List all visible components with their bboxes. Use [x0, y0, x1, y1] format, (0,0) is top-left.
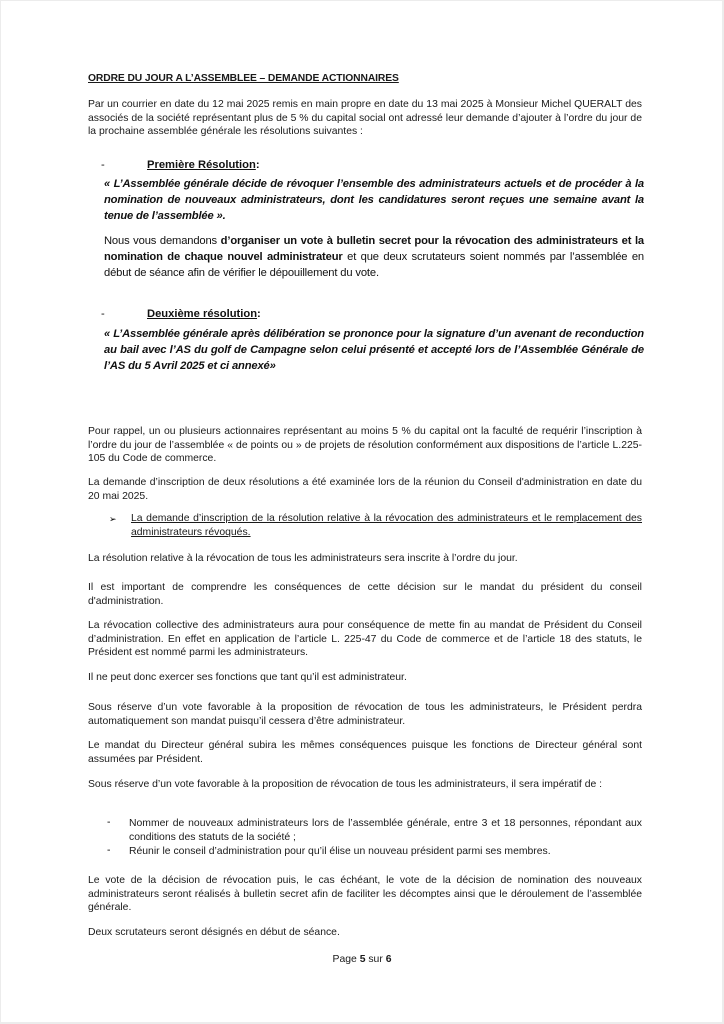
fonctions-paragraph: Il ne peut donc exercer ses fonctions que tant qu’il est administrateur.	[88, 672, 407, 683]
resolution-1-bullet: -	[101, 159, 105, 171]
rappel-paragraph: Pour rappel, un ou plusieurs actionnaires représentant au moins 5 % du capital ont la faculté de requérir l’inscription à l’ordre du jour de l’assemblée « de points ou » de projets de résolution conformément aux dispositions de l’article L.225-105 du Code de commerce.	[88, 426, 642, 465]
dash-bullet-2: -	[107, 845, 111, 856]
dash-bullet-1: -	[107, 817, 111, 828]
request-start: Nous vous demandons	[104, 235, 221, 247]
resolution-1-title: Première Résolution	[147, 159, 256, 171]
page-footer	[0, 954, 724, 965]
directeur-paragraph: Le mandat du Directeur général subira les mêmes conséquences puisque les fonctions de Directeur général sont assumées par Président.	[88, 740, 642, 765]
important-paragraph: Il est important de comprendre les conséquences de cette décision sur le mandat du président du conseil d'administration.	[88, 582, 642, 607]
scanned-resolutions-excerpt	[101, 156, 646, 388]
resolution-1-colon: :	[255, 159, 260, 171]
resolution-1-title-line	[147, 157, 260, 173]
vote-paragraph: Le vote de la décision de révocation puis, le cas échéant, le vote de la décision de nomination des nouveaux administrateurs seront réalisés à bulletin secret afin de faciliter les décomptes ainsi que le déroulement de l’assemblée générale.	[88, 875, 642, 914]
request-bold: d’organiser un vote à bulletin secret pour la révocation des administrateurs et la nomination de chaque nouvel administrateur	[104, 235, 644, 264]
scrutateurs-paragraph: Deux scrutateurs seront désignés en début de séance.	[88, 927, 340, 938]
arrow-bullet-icon: ➢	[109, 514, 117, 524]
resolution-2-colon: :	[257, 308, 261, 320]
dash-list-item-2: Réunir le conseil d’administration pour qu’il élise un nouveau président parmi ses membres.	[129, 846, 551, 857]
of-word: sur	[365, 954, 386, 965]
collective-paragraph: La révocation collective des administrateurs aura pour conséquence de mette fin au mandat de Président du Conseil d’administration. En effet en application de l’article L. 225-47 du Code de commerce et de l’article 18 des statuts, le Président est nommé parmi les administrateurs.	[88, 620, 642, 659]
request-end: et que deux scrutateurs soient nommés par l’assemblée en début de séance afin de vérifier le dépouillement du vote.	[104, 251, 644, 280]
page-word: Page	[332, 954, 360, 965]
resolution-2-title: Deuxième résolution	[147, 308, 258, 320]
current-page-number: 5	[359, 954, 366, 965]
resolution-2-quote: « L’Assemblée générale après délibération se prononce pour la signature d’un avenant de reconduction au bail avec l’AS du golf de Campagne selon celui présenté et accepté lors de l’Assemblée Générale de l’AS du 5 Avril 2025 et ci annexé»	[104, 328, 644, 373]
resolution-1-quote: « L’Assemblée générale décide de révoquer l’ensemble des administrateurs actuels et de procéder à la nomination de nouveaux administrateurs, dont les candidatures seront reçues une semaine avant la tenue de l’assemblée ».	[104, 178, 644, 223]
intro-paragraph: Par un courrier en date du 12 mai 2025 remis en main propre en date du 13 mai 2025 à Monsieur Michel QUERALT des associés de la société représentant plus de 5 % du capital social ont adressé leur demande d’ajouter à l’ordre du jour de la prochaine assemblée générale les résolutions suivantes :	[88, 99, 642, 138]
inscrite-paragraph: La résolution relative à la révocation de tous les administrateurs sera inscrite à l’ordre du jour.	[88, 553, 518, 564]
examinee-paragraph: La demande d’inscription de deux résolutions a été examinée lors de la réunion du Conseil d'administration en date du 20 mai 2025.	[88, 477, 642, 502]
reserve-president-paragraph: Sous réserve d’un vote favorable à la proposition de révocation de tous les administrateurs, le Président perdra automatiquement son mandat puisqu’il cessera d’être administrateur.	[88, 702, 642, 727]
resolution-2-bullet: -	[101, 308, 105, 320]
section-heading: ORDRE DU JOUR A L’ASSEMBLEE – DEMANDE ACTIONNAIRES	[88, 73, 399, 84]
reserve-imperatif-paragraph: Sous réserve d’un vote favorable à la proposition de révocation de tous les administrateurs, il sera impératif de :	[88, 779, 603, 790]
arrow-list-item: La demande d’inscription de la résolution relative à la révocation des administrateurs et le remplacement des administrateurs révoqués.	[131, 513, 642, 538]
dash-list-item-1: Nommer de nouveaux administrateurs lors de l’assemblée générale, entre 3 et 18 personnes, répondant aux conditions des statuts de la société ;	[129, 818, 642, 843]
resolution-2-title-line	[147, 306, 261, 322]
document-page	[1, 1, 722, 1022]
resolution-1-request	[104, 233, 644, 282]
total-pages-number: 6	[385, 954, 392, 965]
